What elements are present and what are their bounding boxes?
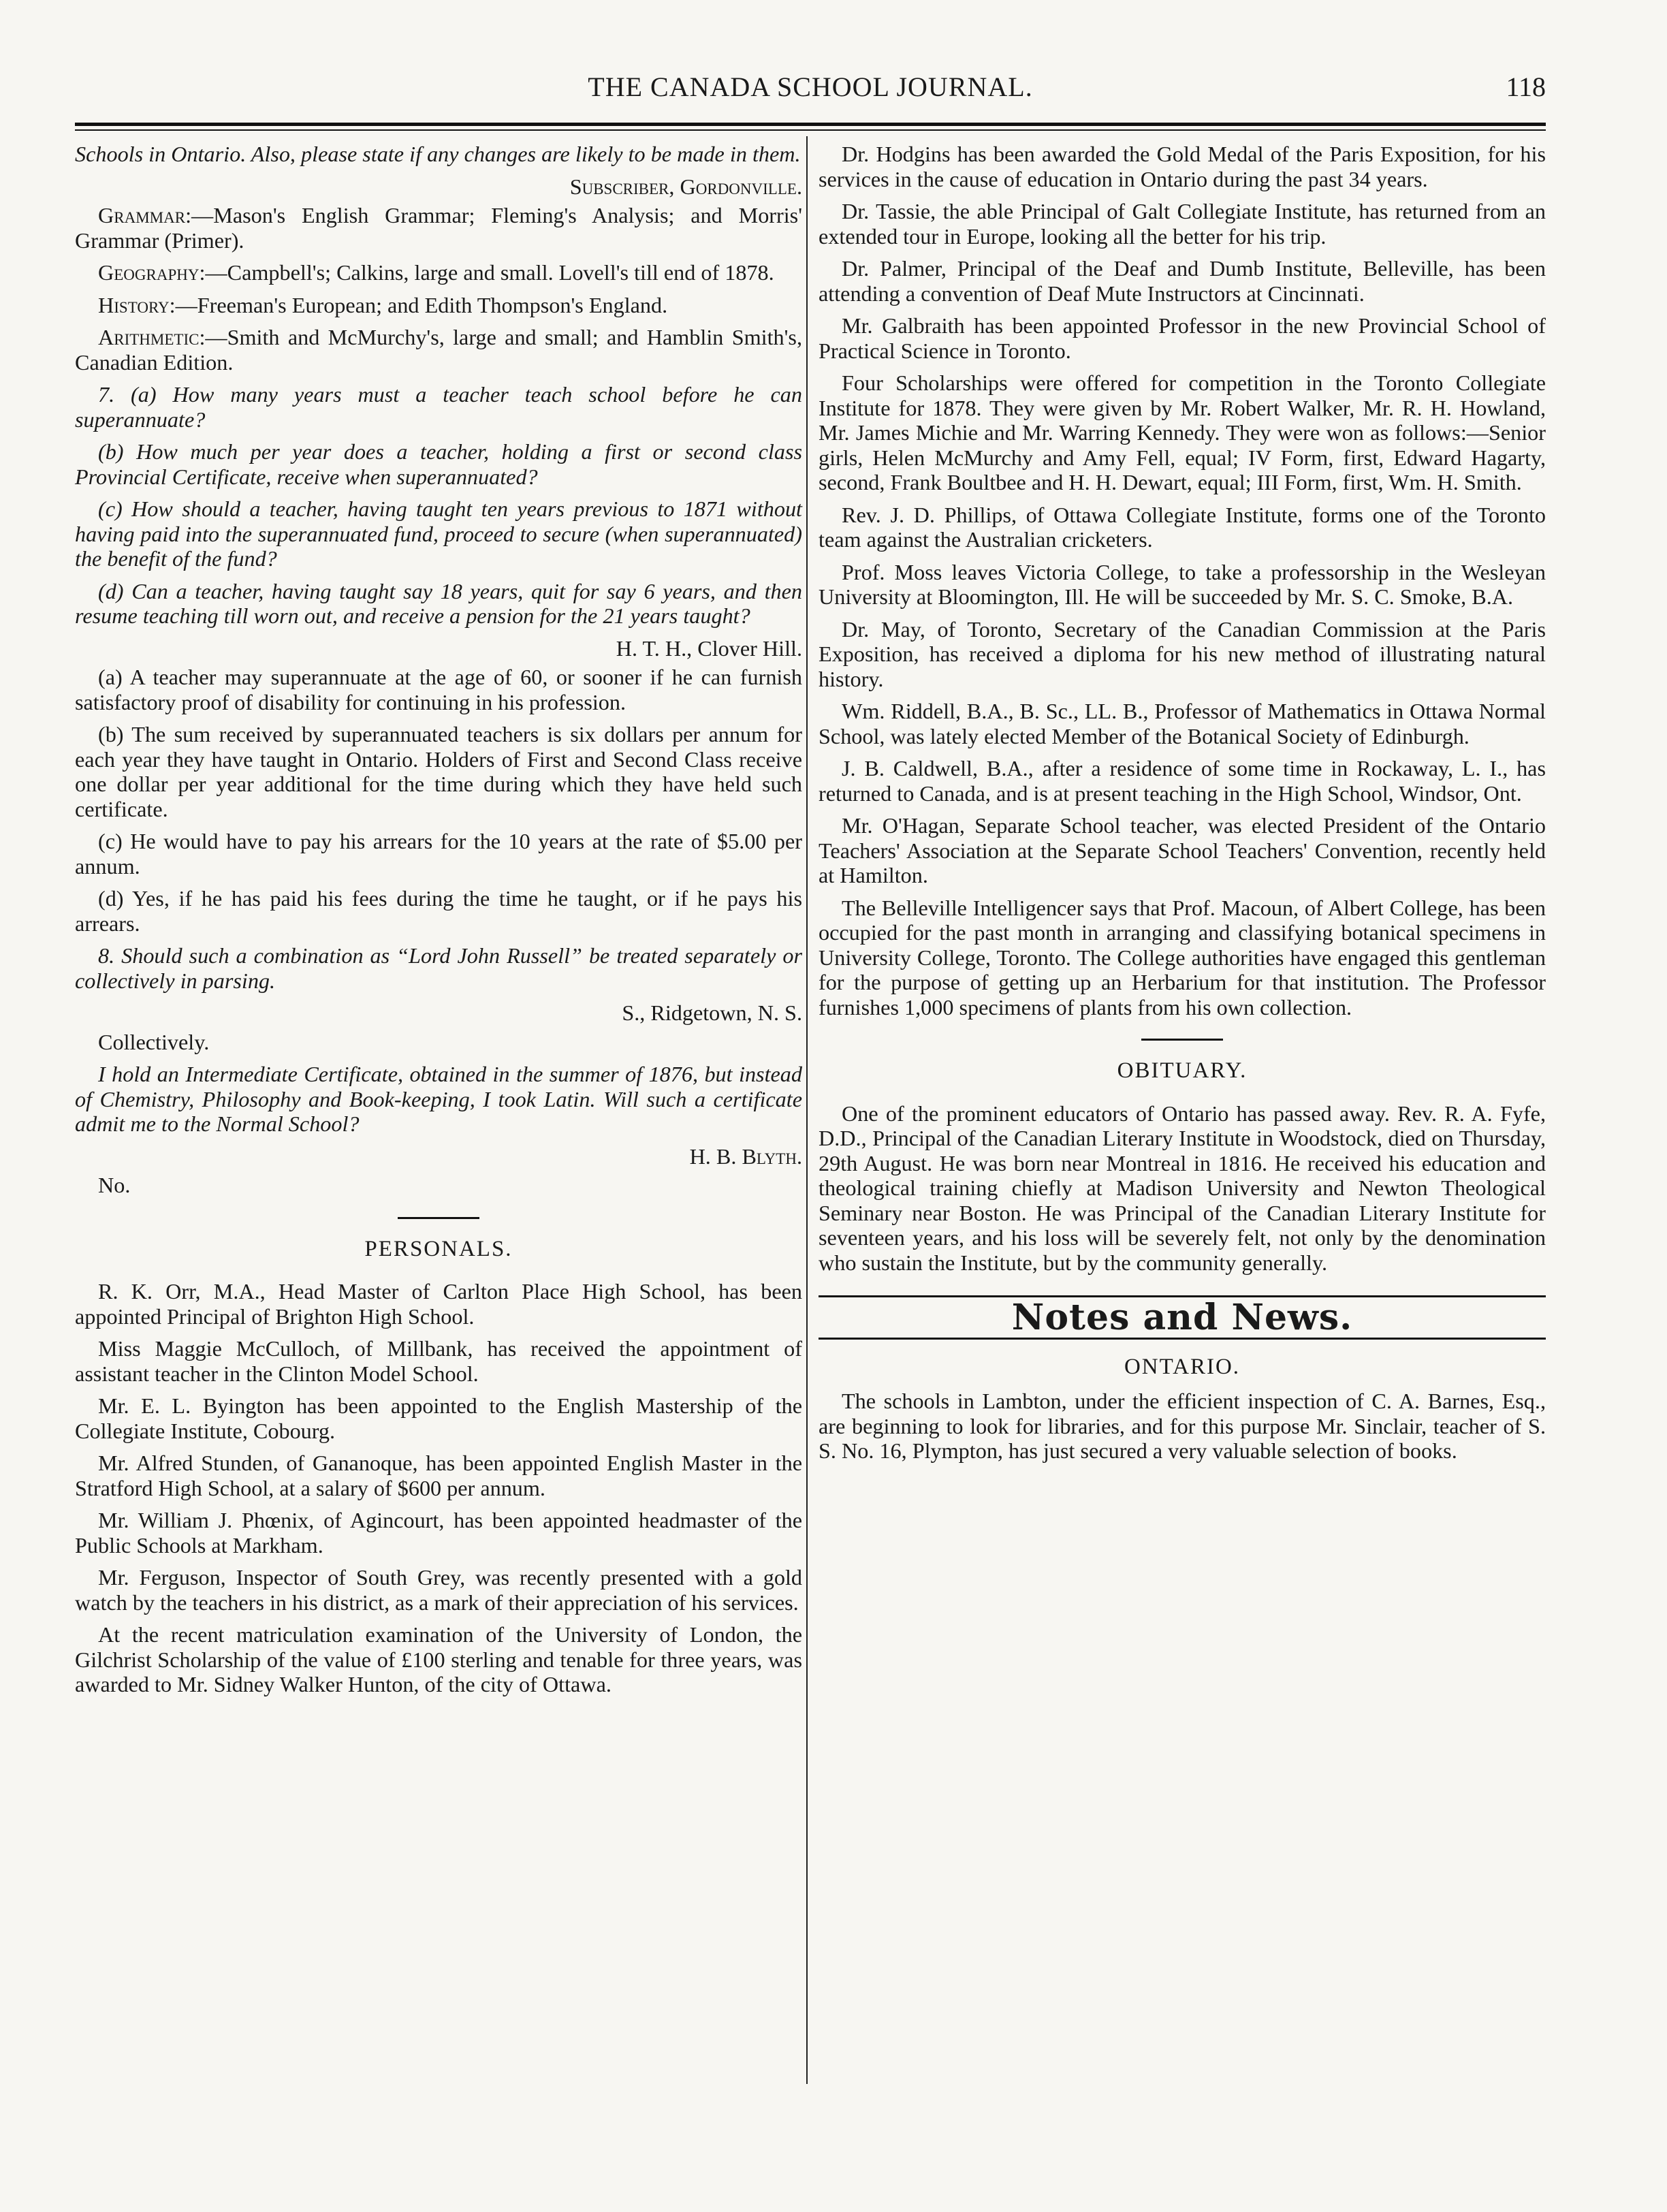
question-9: I hold an Intermediate Certificate, obtained in the summer of 1876, but instead of Chemistry, Philosophy and Book-keeping, I took Latin. Will such a certificate admit me to the Normal School? [75,1062,802,1136]
answer-geography [75,260,802,285]
news-item: Mr. Galbraith has been appointed Professor in the new Provincial School of Practical Science in Toronto. [819,313,1546,363]
answer-arithmetic [75,325,802,375]
header-rule [75,123,1546,131]
text-geography: :—Campbell's; Calkins, large and small. Lovell's till end of 1878. [199,260,774,285]
question-7b: (b) How much per year does a teacher, holding a first or second class Provincial Certificate, receive when superannuated? [75,439,802,489]
right-column [819,142,1546,1471]
label-arithmetic: Arithmetic [98,325,200,349]
answer-8: Collectively. [98,1029,210,1054]
ontario-text: The schools in Lambton, under the efficient inspection of C. A. Barnes, Esq., are beginning to look for libraries, and for this purpose Mr. Sinclair, teacher of S. S. No. 16, Plympton, has just secured a very valuable selection of books. [819,1389,1546,1463]
news-item: Rev. J. D. Phillips, of Ottawa Collegiate Institute, forms one of the Toronto team against the Australian cricketers. [819,502,1546,552]
news-item: J. B. Caldwell, B.A., after a residence of some time in Rockaway, L. I., has returned to Canada, and is at present teaching in the High School, Windsor, Ont. [819,756,1546,806]
news-item: Dr. May, of Toronto, Secretary of the Canadian Commission at the Paris Exposition, has received a diploma for his new method of illustrating natural history. [819,616,1546,691]
signature-blyth: H. B. Blyth. [689,1143,802,1169]
page-number: 118 [1506,72,1546,102]
answer-7d: (d) Yes, if he has paid his fees during the time he taught, or if he pays his arrears. [75,886,802,936]
question-7a: 7. (a) How many years must a teacher teach school before he can superannuate? [75,382,802,432]
answer-7a: (a) A teacher may superannuate at the age of 60, or sooner if he can furnish satisfactory proof of disability for continuing in his profession. [75,665,802,714]
question-7c: (c) How should a teacher, having taught ten years previous to 1871 without having paid into the superannuated fund, proceed to secure (when superannuated) the benefit of the fund? [75,496,802,571]
page-header [75,71,1546,112]
news-item: Mr. O'Hagan, Separate School teacher, was elected President of the Ontario Teachers' Association at the Separate School Teachers' Convention, recently held at Hamilton. [819,813,1546,887]
text-grammar: :—Mason's English Grammar; Fleming's Analysis; and Morris' Grammar (Primer). [75,203,802,253]
personal-item: At the recent matriculation examination of the University of London, the Gilchrist Scholarship of the value of £100 sterling and tenable for three years, was awarded to Mr. Sidney Walker Hunton, of the city of Ottawa. [75,1622,802,1696]
answer-history [75,293,802,318]
news-item: The Belleville Intelligencer says that Prof. Macoun, of Albert College, has been occupied for the past month in arranging and classifying botanical specimens in University College, Toronto. The College authorities have engaged this gentleman for the purpose of getting up an Herbarium for that institution. The Professor furnishes 1,000 specimens of plants from his own collection. [819,895,1546,1020]
question-7d: (d) Can a teacher, having taught say 18 years, quit for say 6 years, and then resume teaching till worn out, and receive a pension for the 21 years taught? [75,578,802,628]
news-item: Four Scholarships were offered for competition in the Toronto Collegiate Institute for 1878. They were given by Mr. Robert Walker, Mr. R. H. Howland, Mr. James Michie and Mr. Warring Kennedy. They were won as follows:—Senior girls, Helen McMurchy and Amy Fell, equal; IV Form, first, Edward Hagarty, second, Frank Boultbee and H. H. Dewart, equal; III Form, first, Wm. H. Smith. [819,370,1546,494]
section-rule [398,1217,479,1219]
column-divider [806,136,808,2084]
personal-item: Miss Maggie McCulloch, of Millbank, has received the appointment of assistant teacher in the Clinton Model School. [75,1336,802,1386]
personal-item: Mr. William J. Phœnix, of Agincourt, has been appointed headmaster of the Public Schools at Markham. [75,1508,802,1558]
personal-item: R. K. Orr, M.A., Head Master of Carlton Place High School, has been appointed Principal of Brighton High School. [75,1279,802,1329]
text-arithmetic: :—Smith and McMurchy's, large and small; and Hamblin Smith's, Canadian Edition. [75,325,802,375]
signature-subscriber: Subscriber, Gordonville. [569,174,802,199]
section-rule [1141,1039,1223,1041]
left-column [75,142,802,1705]
answer-9: No. [98,1173,131,1197]
running-title: THE CANADA SCHOOL JOURNAL. [588,72,1033,102]
label-history: History [98,292,170,317]
personal-item: Mr. E. L. Byington has been appointed to the English Mastership of the Collegiate Institute, Cobourg. [75,1393,802,1443]
personal-item: Mr. Alfred Stunden, of Gananoque, has been appointed English Master in the Stratford High School, at a salary of $600 per annum. [75,1451,802,1500]
label-grammar: Grammar [98,203,186,227]
news-item: Wm. Riddell, B.A., B. Sc., LL. B., Professor of Mathematics in Ottawa Normal School, was lately elected Member of the Botanical Society of Edinburgh. [819,699,1546,748]
news-item: Dr. Hodgins has been awarded the Gold Medal of the Paris Exposition, for his services in the cause of education in Ontario during the past 34 years. [819,142,1546,191]
signature-ridgetown: S., Ridgetown, N. S. [622,1000,802,1025]
personals-heading: PERSONALS. [364,1236,513,1261]
text-history: :—Freeman's European; and Edith Thompson's England. [169,292,668,317]
news-item: Prof. Moss leaves Victoria College, to take a professorship in the Wesleyan University at Bloomington, Ill. He will be succeeded by Mr. S. C. Smoke, B.A. [819,559,1546,609]
answer-7c: (c) He would have to pay his arrears for the 10 years at the rate of $5.00 per annum. [75,829,802,879]
label-geography: Geography [98,260,200,285]
news-item: Dr. Tassie, the able Principal of Galt Collegiate Institute, has returned from an extended tour in Europe, looking all the better for his trip. [819,199,1546,249]
notes-and-news-heading: Notes and News. [819,1295,1546,1340]
answer-7b: (b) The sum received by superannuated teachers is six dollars per annum for each year they have taught in Ontario. Holders of First and Second Class receive one dollar per year additional for the time during which they have held such certificate. [75,722,802,821]
signature-hth: H. T. H., Clover Hill. [616,635,802,661]
news-item: Dr. Palmer, Principal of the Deaf and Dumb Institute, Belleville, has been attending a convention of Deaf Mute Instructors at Cincinnati. [819,256,1546,306]
question-8: 8. Should such a combination as “Lord John Russell” be treated separately or collectively in parsing. [75,943,802,993]
personal-item: Mr. Ferguson, Inspector of South Grey, was recently presented with a gold watch by the teachers in his district, as a mark of their appreciation of his services. [75,1565,802,1615]
obituary-heading: OBITUARY. [1117,1058,1248,1083]
ontario-heading: ONTARIO. [1124,1354,1241,1379]
question-continued: Schools in Ontario. Also, please state if any changes are likely to be made in them. [75,142,801,166]
answer-grammar [75,203,802,253]
obituary-text: One of the prominent educators of Ontario has passed away. Rev. R. A. Fyfe, D.D., Principal of the Canadian Literary Institute in Woodstock, died on Thursday, 29th August. He was born near Montreal in 1816. He received his education and theological training chiefly at Madison University and Newton Theological Seminary near Boston. He was Principal of the Canadian Literary Institute for seventeen years, and his loss will be severely felt, not only by the denomination who sustain the Institute, but by the community generally. [819,1101,1546,1275]
